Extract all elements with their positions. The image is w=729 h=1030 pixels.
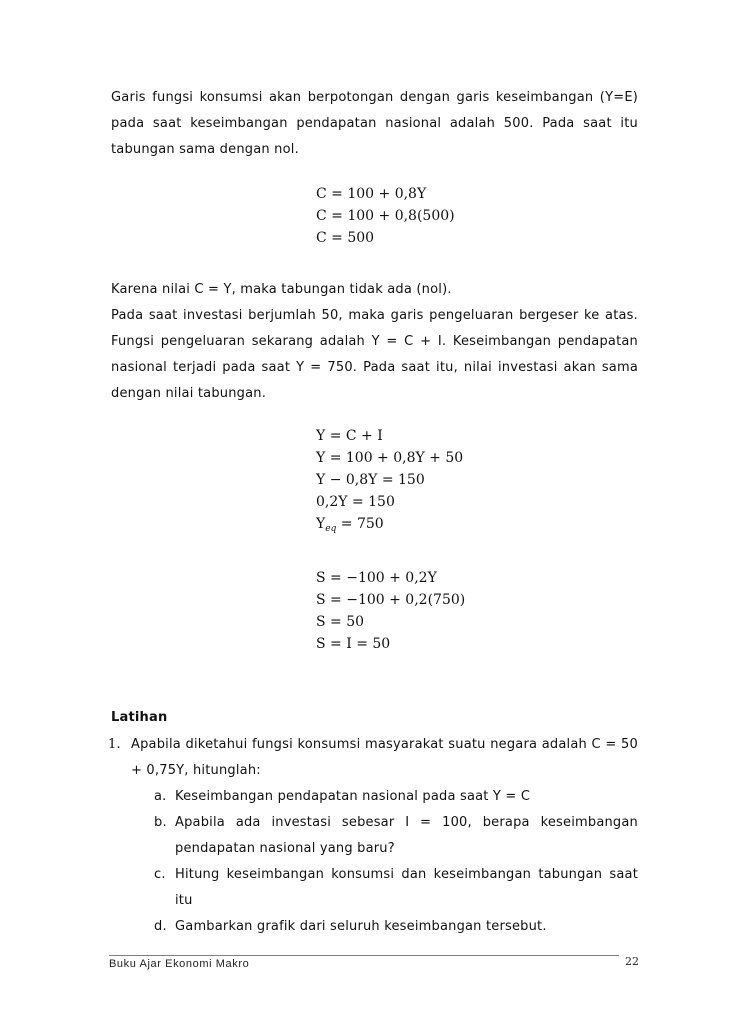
item-letter: b. [154, 815, 167, 830]
explanation-paragraphs [111, 277, 638, 407]
equation-line: 0,2Y = 150 [316, 494, 395, 510]
equation-line: S = −100 + 0,2(750) [316, 592, 466, 608]
page-number: 22 [625, 955, 639, 968]
consumption-equations [316, 183, 455, 249]
equation-line: S = I = 50 [316, 636, 391, 652]
item-text: Gambarkan grafik dari seluruh keseimbangan tersebut. [175, 919, 547, 934]
item-text: Apabila ada investasi sebesar I = 100, berapa keseimbangan pendapatan nasional yang baru? [175, 815, 638, 856]
exercise-item-c [154, 862, 638, 914]
equation-line: C = 100 + 0,8(500) [316, 208, 455, 224]
exercise-question: Apabila diketahui fungsi konsumsi masyarakat suatu negara adalah C = 50 + 0,75Y, hitunglah: [131, 737, 638, 778]
item-letter: c. [154, 867, 166, 882]
equation-subscript: eq [325, 524, 337, 534]
equation-line: S = 50 [316, 614, 365, 630]
exercise-item-d [154, 914, 638, 940]
item-text: Keseimbangan pendapatan nasional pada saat Y = C [175, 789, 531, 804]
intro-text: Garis fungsi konsumsi akan berpotongan dengan garis keseimbangan (Y=E) pada saat keseimbangan pendapatan nasional adalah 500. Pada saat itu tabungan sama dengan nol. [111, 90, 638, 157]
intro-paragraph [111, 85, 638, 163]
exercise-sub-list [154, 784, 638, 940]
exercise-number: 1. [108, 737, 121, 752]
item-letter: a. [154, 789, 167, 804]
exercise-list [108, 732, 638, 940]
explanation-line: Karena nilai C = Y, maka tabungan tidak ada (nol). [111, 282, 452, 297]
exercise-item-b [154, 810, 638, 862]
item-text: Hitung keseimbangan konsumsi dan keseimbangan tabungan saat itu [175, 867, 638, 908]
section-heading: Latihan [111, 710, 168, 725]
equation-line: C = 500 [316, 230, 375, 246]
equation-variable: Y [316, 516, 326, 532]
footer-book-title: Buku Ajar Ekonomi Makro [109, 958, 250, 970]
equation-line: C = 100 + 0,8Y [316, 186, 427, 202]
equation-line: Y = 100 + 0,8Y + 50 [316, 450, 464, 466]
income-equations [316, 425, 463, 540]
footer-divider [109, 955, 619, 956]
equation-line: Y = C + I [316, 428, 383, 444]
item-letter: d. [154, 919, 167, 934]
equation-line: S = −100 + 0,2Y [316, 570, 437, 586]
equation-line [316, 513, 463, 540]
equation-line: Y − 0,8Y = 150 [316, 472, 425, 488]
explanation-paragraph: Pada saat investasi berjumlah 50, maka garis pengeluaran bergeser ke atas. Fungsi pengeluaran sekarang adalah Y = C + I. Keseimbangan pendapatan nasional terjadi pada saat Y = 750. Pada saat itu, nilai investasi akan sama dengan nilai tabungan. [111, 308, 638, 401]
equation-rest: = 750 [336, 516, 384, 532]
saving-equations [316, 567, 465, 655]
exercise-item-a [154, 784, 638, 810]
